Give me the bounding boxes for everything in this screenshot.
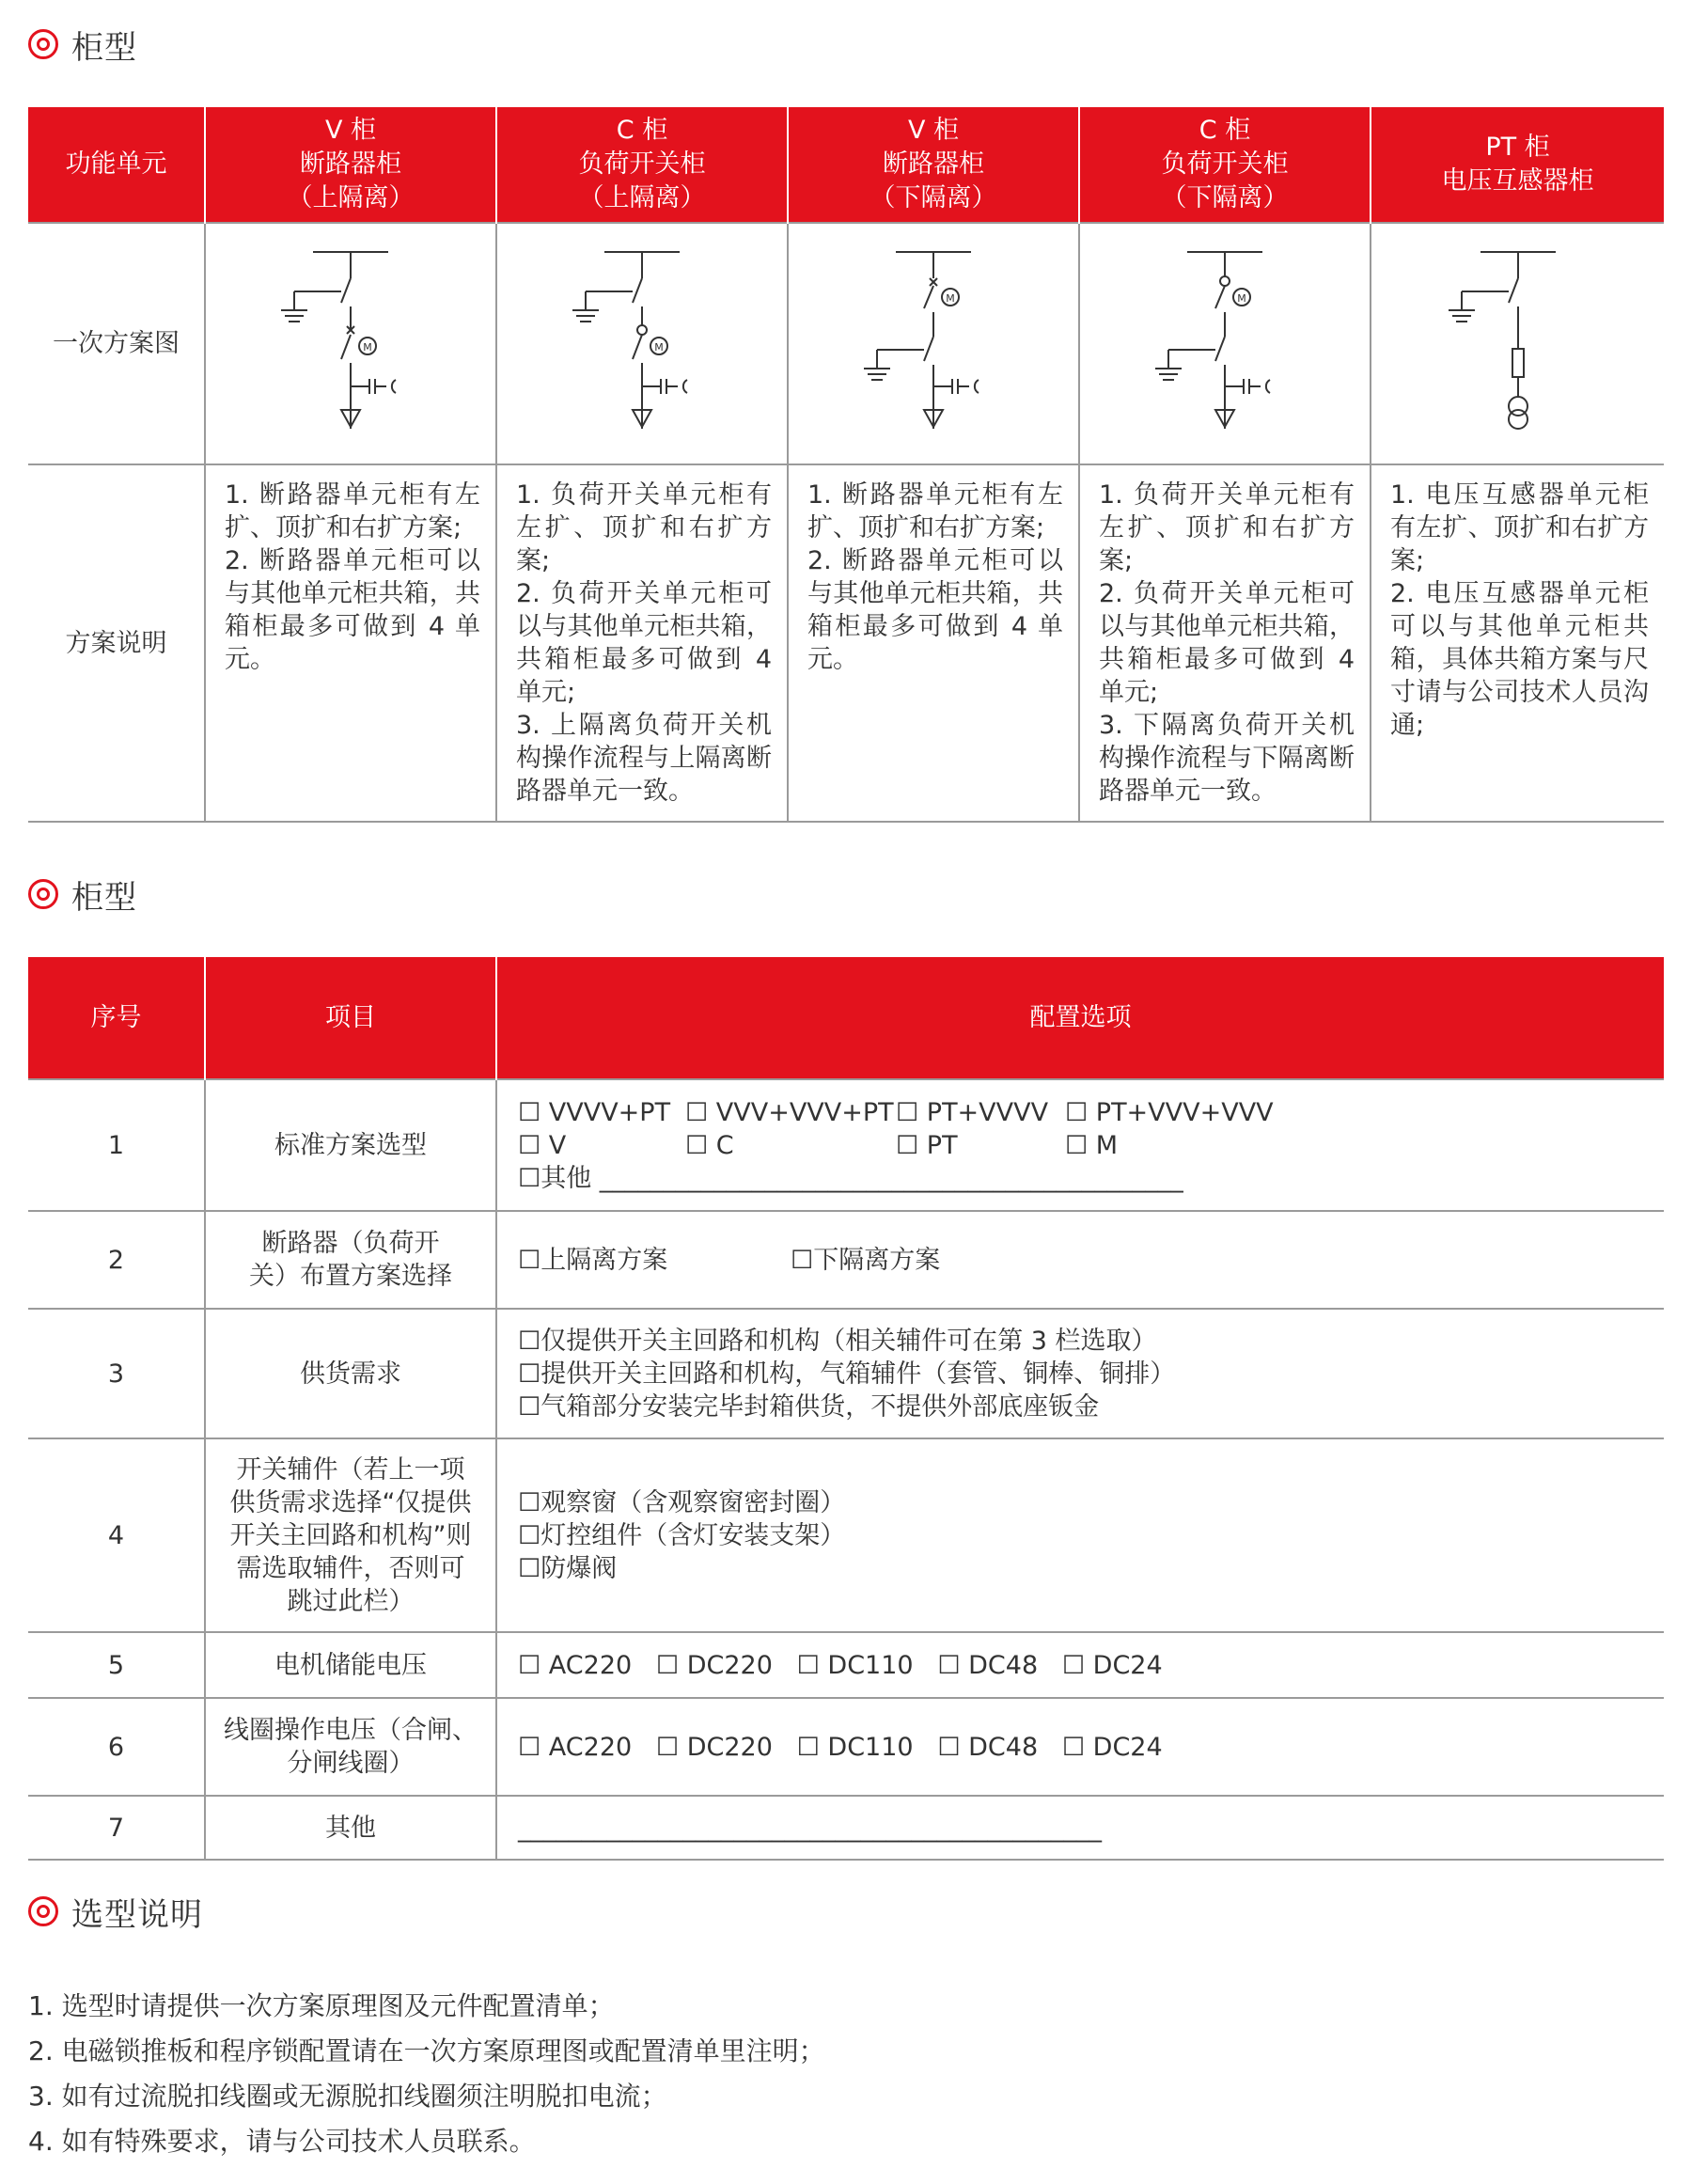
bullet-ring-icon [28,1896,58,1926]
svg-text:M: M [363,341,372,354]
checkbox-option[interactable]: ☐提供开关主回路和机构，气箱辅件（套管、铜棒、铜排） [518,1359,1176,1389]
checkbox-option[interactable]: ☐ PT [896,1130,958,1160]
section1-heading [28,21,137,68]
checkbox-option[interactable]: ☐防爆阀 [518,1553,618,1583]
checkbox-option-group[interactable]: ☐ AC220 ☐ DC220 ☐ DC110 ☐ DC48 ☐ DC24 [518,1732,1163,1762]
checkbox-option[interactable]: ☐下隔离方案 [791,1245,941,1275]
description-cell-5: 1. 电压互感器单元柜有左扩、顶扩和右扩方案; 2. 电压互感器单元柜可以与其他单元柜共箱，具体共箱方案与尺寸请与公司技术人员沟通; [1371,464,1664,822]
diagram-row [28,223,1664,464]
checkbox-option[interactable]: ☐观察窗（含观察窗密封圈） [518,1487,846,1517]
section3-heading [28,1888,203,1935]
header-col-3: V 柜 断路器柜 （下隔离） [788,107,1079,223]
table-row [28,1632,1664,1698]
table-row [28,1211,1664,1309]
table-row [28,1079,1664,1211]
row-number: 5 [28,1632,205,1698]
other-option[interactable]: ☐其他 ______________________________________________ [518,1163,1183,1193]
diagram-row-label: 一次方案图 [28,223,205,464]
svg-text:M: M [946,292,955,305]
header-col-2: C 柜 负荷开关柜 （上隔离） [496,107,788,223]
description-row [28,464,1664,822]
checkbox-option[interactable]: ☐ PT+VVVV [896,1097,1049,1127]
row-number: 3 [28,1309,205,1438]
row-options [496,1309,1664,1438]
svg-text:M: M [654,341,664,354]
row-item: 其他 [205,1796,496,1860]
header-options: 配置选项 [496,957,1664,1079]
bullet-ring-icon [28,29,58,59]
description-cell-2: 1. 负荷开关单元柜有左扩、顶扩和右扩方案; 2. 负荷开关单元柜可以与其他单元柜共箱，共箱柜最多可做到 4 单元; 3. 上隔离负荷开关机构操作流程与上隔离断路器单元一致。 [496,464,788,822]
section2-heading [28,871,137,918]
row-options [496,1698,1664,1796]
row-options [496,1438,1664,1632]
row-item: 线圈操作电压（合闸、分闸线圈） [205,1698,496,1796]
checkbox-option[interactable]: ☐ C [685,1130,734,1160]
row-number: 1 [28,1079,205,1211]
list-item: 1. 选型时请提供一次方案原理图及元件配置清单； [28,1990,615,2021]
description-cell-1: 1. 断路器单元柜有左扩、顶扩和右扩方案; 2. 断路器单元柜可以与其他单元柜共箱，共箱柜最多可做到 4 单元。 [205,464,496,822]
configuration-table [28,957,1664,1861]
list-item: 4. 如有特殊要求，请与公司技术人员联系。 [28,2126,536,2157]
checkbox-option[interactable]: ☐ V [518,1130,567,1160]
row-number: 2 [28,1211,205,1309]
row-options [496,1632,1664,1698]
row-item: 供货需求 [205,1309,496,1438]
cabinet-type-table [28,107,1664,823]
header-col-1: V 柜 断路器柜 （上隔离） [205,107,496,223]
checkbox-option[interactable]: ☐灯控组件（含灯安装支架） [518,1520,846,1550]
checkbox-option[interactable]: ☐ VVV+VVV+PT [685,1097,894,1127]
checkbox-option[interactable]: ☐仅提供开关主回路和机构（相关辅件可在第 3 栏选取） [518,1326,1157,1356]
row-item: 电机储能电压 [205,1632,496,1698]
checkbox-option[interactable]: ☐上隔离方案 [518,1245,668,1275]
table-header-row [28,107,1664,223]
row-number: 4 [28,1438,205,1632]
row-item: 开关辅件（若上一项供货需求选择“仅提供开关主回路和机构”则需选取辅件，否则可跳过此栏） [205,1438,496,1632]
checkbox-option[interactable]: ☐ PT+VVV+VVV [1065,1097,1274,1127]
description-row-label: 方案说明 [28,464,205,822]
single-line-diagram-c-upper [567,231,717,448]
checkbox-option[interactable]: ☐气箱部分安装完毕封箱供货，不提供外部底座钣金 [518,1391,1100,1422]
row-number: 7 [28,1796,205,1860]
description-cell-3: 1. 断路器单元柜有左扩、顶扩和右扩方案; 2. 断路器单元柜可以与其他单元柜共箱，共箱柜最多可做到 4 单元。 [788,464,1079,822]
list-item: 2. 电磁锁推板和程序锁配置请在一次方案原理图或配置清单里注明； [28,2035,825,2066]
list-item: 3. 如有过流脱扣线圈或无源脱扣线圈须注明脱扣电流； [28,2081,667,2112]
bullet-ring-icon [28,879,58,909]
other-input-line[interactable]: ______________________________________________ [518,1813,1102,1843]
header-col-5: PT 柜 电压互感器柜 [1371,107,1664,223]
section3-title: 选型说明 [71,1895,203,1934]
section2-title: 柜型 [71,878,137,917]
header-col-4: C 柜 负荷开关柜 （下隔离） [1079,107,1371,223]
diagram-cell-1 [205,223,496,464]
single-line-diagram-v-lower [858,231,1009,448]
diagram-cell-2 [496,223,788,464]
selection-notes-list [28,1984,825,2164]
table-row [28,1309,1664,1438]
row-item: 标准方案选型 [205,1079,496,1211]
diagram-cell-4 [1079,223,1371,464]
row-options [496,1079,1664,1211]
checkbox-option[interactable]: ☐ M [1065,1130,1119,1160]
single-line-diagram-c-lower [1150,231,1300,448]
diagram-cell-5 [1371,223,1664,464]
diagram-cell-3 [788,223,1079,464]
section1-title: 柜型 [71,28,137,67]
table-header-row [28,957,1664,1079]
svg-text:M: M [1237,292,1246,305]
row-options [496,1796,1664,1860]
single-line-diagram-v-upper [275,231,426,448]
row-item: 断路器（负荷开关）布置方案选择 [205,1211,496,1309]
row-options [496,1211,1664,1309]
header-no: 序号 [28,957,205,1079]
checkbox-option[interactable]: ☐ VVVV+PT [518,1097,671,1127]
row-number: 6 [28,1698,205,1796]
single-line-diagram-pt [1443,231,1593,448]
description-cell-4: 1. 负荷开关单元柜有左扩、顶扩和右扩方案; 2. 负荷开关单元柜可以与其他单元柜共箱，共箱柜最多可做到 4 单元; 3. 下隔离负荷开关机构操作流程与下隔离断路器单元一致。 [1079,464,1371,822]
header-function-unit: 功能单元 [28,107,205,223]
table-row [28,1438,1664,1632]
table-row [28,1698,1664,1796]
checkbox-option-group[interactable]: ☐ AC220 ☐ DC220 ☐ DC110 ☐ DC48 ☐ DC24 [518,1650,1163,1680]
table-row [28,1796,1664,1860]
header-item: 项目 [205,957,496,1079]
